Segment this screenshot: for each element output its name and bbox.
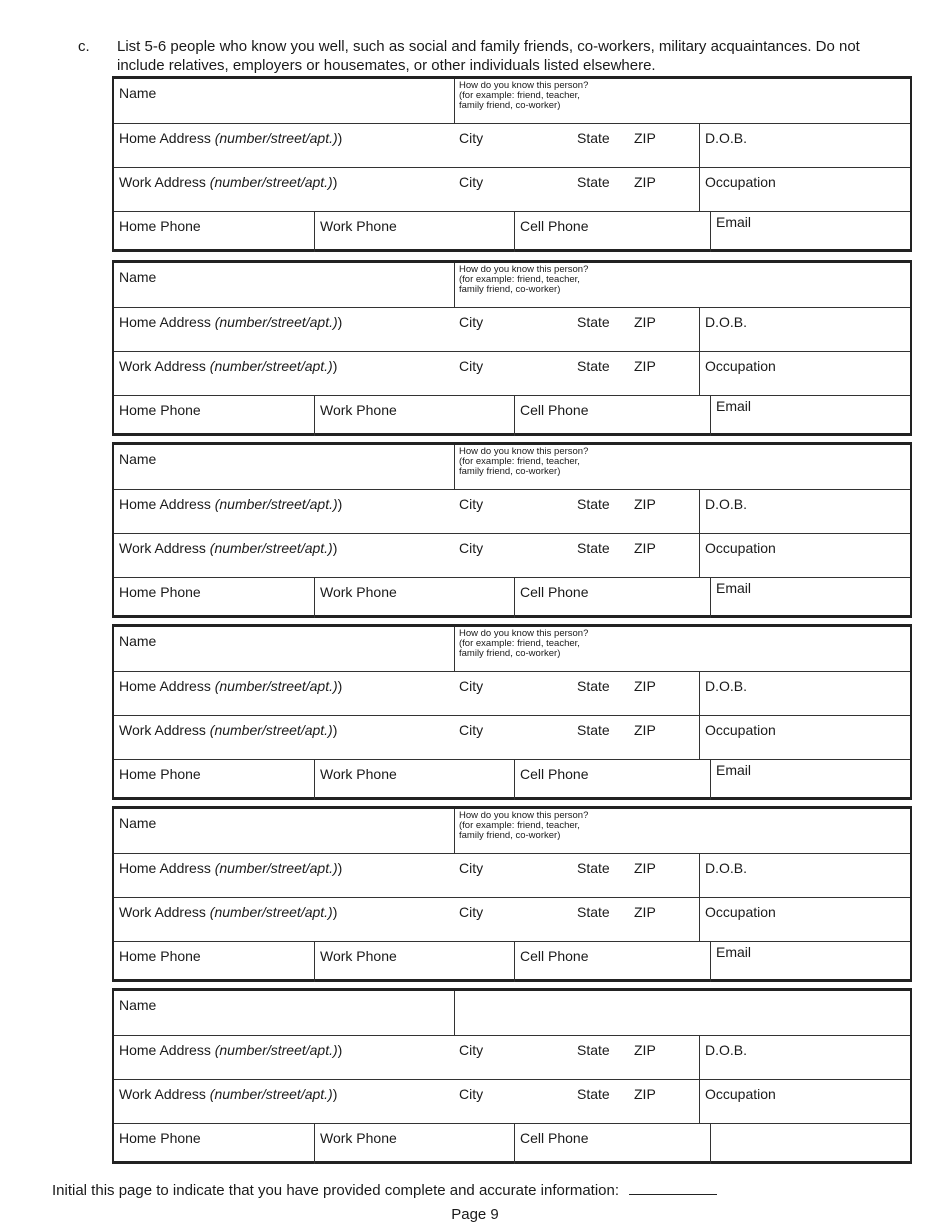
home-address-row [114, 123, 910, 168]
relationship-field[interactable] [454, 991, 910, 1035]
work-address-label-text: Work Address [119, 358, 206, 374]
relationship-label-line: How do you know this person? [459, 628, 589, 639]
city-label: City [459, 174, 484, 190]
phone-row [114, 1123, 910, 1164]
occupation-field[interactable] [699, 352, 910, 396]
relationship-field[interactable] [454, 263, 910, 307]
work-phone-label: Work Phone [320, 766, 397, 782]
dob-field[interactable] [699, 490, 910, 534]
email-label: Email [716, 944, 752, 960]
cell-phone-label: Cell Phone [520, 948, 589, 964]
address-hint: (number/street/apt.) [209, 358, 333, 374]
city-label: City [459, 358, 484, 374]
dob-label: D.O.B. [705, 678, 748, 694]
home-address-field[interactable] [114, 124, 699, 168]
instruction-line-2: include relatives, employers or housemates, or other individuals listed elsewhere. [117, 57, 656, 74]
dob-field[interactable] [699, 854, 910, 898]
address-hint: (number/street/apt.) [214, 1042, 338, 1058]
work-phone-field[interactable] [314, 212, 515, 252]
address-hint: (number/street/apt.) [209, 174, 333, 190]
email-field[interactable] [710, 212, 910, 252]
work-phone-label: Work Phone [320, 218, 397, 234]
reference-block [112, 442, 912, 618]
cell-phone-label: Cell Phone [520, 584, 589, 600]
home-address-field[interactable] [114, 490, 699, 534]
cell-phone-field[interactable] [514, 212, 711, 252]
relationship-label-line: family friend, co-worker) [459, 830, 561, 841]
work-address-label: Work Address (number/street/apt.)) [119, 358, 338, 374]
home-address-label-text: Home Address [119, 1042, 211, 1058]
home-phone-label: Home Phone [119, 1130, 201, 1146]
work-address-label-text: Work Address [119, 904, 206, 920]
city-label: City [459, 860, 484, 876]
occupation-field[interactable] [699, 168, 910, 212]
work-address-label: Work Address (number/street/apt.)) [119, 174, 338, 190]
occupation-label: Occupation [705, 540, 776, 556]
phone-row [114, 211, 910, 252]
name-field[interactable] [114, 445, 454, 489]
work-address-label-text: Work Address [119, 174, 206, 190]
city-label: City [459, 722, 484, 738]
zip-label: ZIP [634, 540, 656, 556]
name-row [114, 445, 910, 489]
work-address-label: Work Address (number/street/apt.)) [119, 1086, 338, 1102]
reference-block [112, 260, 912, 436]
work-address-row [114, 167, 910, 212]
occupation-label: Occupation [705, 904, 776, 920]
email-label: Email [716, 398, 752, 414]
city-label: City [459, 130, 484, 146]
home-address-field[interactable] [114, 1036, 699, 1080]
occupation-label: Occupation [705, 722, 776, 738]
home-address-row [114, 307, 910, 352]
relationship-label-line: How do you know this person? [459, 810, 589, 821]
address-hint: (number/street/apt.) [209, 904, 333, 920]
state-label: State [577, 174, 610, 190]
dob-field[interactable] [699, 124, 910, 168]
home-phone-label: Home Phone [119, 402, 201, 418]
address-hint: (number/street/apt.) [209, 722, 333, 738]
city-label: City [459, 314, 484, 330]
instruction-letter: c. [78, 38, 90, 55]
dob-label: D.O.B. [705, 130, 748, 146]
home-address-field[interactable] [114, 672, 699, 716]
work-address-row [114, 897, 910, 942]
state-label: State [577, 860, 610, 876]
state-label: State [577, 314, 610, 330]
work-address-label: Work Address (number/street/apt.)) [119, 904, 338, 920]
home-address-label: Home Address (number/street/apt.)) [119, 1042, 343, 1058]
phone-row [114, 577, 910, 618]
zip-label: ZIP [634, 130, 656, 146]
email-label: Email [716, 214, 752, 230]
page-number: Page 9 [451, 1206, 499, 1223]
state-label: State [577, 1086, 610, 1102]
occupation-field[interactable] [699, 534, 910, 578]
home-address-field[interactable] [114, 308, 699, 352]
work-address-label-text: Work Address [119, 540, 206, 556]
cell-phone-label: Cell Phone [520, 1130, 589, 1146]
home-address-row [114, 671, 910, 716]
relationship-label-line: (for example: friend, teacher, [459, 274, 580, 285]
name-field[interactable] [114, 263, 454, 307]
name-label: Name [119, 451, 157, 467]
work-address-row [114, 351, 910, 396]
dob-label: D.O.B. [705, 496, 748, 512]
work-phone-field[interactable] [314, 760, 515, 800]
work-address-field[interactable] [114, 1080, 699, 1124]
name-field[interactable] [114, 809, 454, 853]
home-address-row [114, 1035, 910, 1080]
dob-field[interactable] [699, 672, 910, 716]
relationship-label [459, 81, 659, 111]
work-phone-label: Work Phone [320, 402, 397, 418]
home-address-label-text: Home Address [119, 314, 211, 330]
cell-phone-field[interactable] [514, 760, 711, 800]
occupation-label: Occupation [705, 358, 776, 374]
instructions [78, 37, 908, 75]
home-phone-field[interactable] [114, 942, 314, 982]
dob-field[interactable] [699, 1036, 910, 1080]
state-label: State [577, 678, 610, 694]
work-address-label-text: Work Address [119, 722, 206, 738]
phone-row [114, 395, 910, 436]
name-label: Name [119, 85, 157, 101]
occupation-field[interactable] [699, 898, 910, 942]
zip-label: ZIP [634, 904, 656, 920]
city-label: City [459, 1042, 484, 1058]
work-address-label: Work Address (number/street/apt.)) [119, 722, 338, 738]
email-field[interactable] [710, 578, 910, 618]
work-address-row [114, 1079, 910, 1124]
home-address-label: Home Address (number/street/apt.)) [119, 496, 343, 512]
dob-field[interactable] [699, 308, 910, 352]
email-label: Email [716, 580, 752, 596]
reference-block [112, 988, 912, 1164]
relationship-label [459, 265, 659, 295]
city-label: City [459, 496, 484, 512]
dob-label: D.O.B. [705, 314, 748, 330]
state-label: State [577, 540, 610, 556]
home-phone-field[interactable] [114, 396, 314, 436]
home-address-row [114, 853, 910, 898]
state-label: State [577, 496, 610, 512]
home-address-label-text: Home Address [119, 678, 211, 694]
home-address-label-text: Home Address [119, 860, 211, 876]
work-address-field[interactable] [114, 352, 699, 396]
home-phone-field[interactable] [114, 578, 314, 618]
work-phone-field[interactable] [314, 578, 515, 618]
address-hint: (number/street/apt.) [209, 540, 333, 556]
state-label: State [577, 358, 610, 374]
initial-text: Initial this page to indicate that you have provided complete and accurate information: [52, 1182, 620, 1199]
relationship-label-line: family friend, co-worker) [459, 284, 561, 295]
occupation-field[interactable] [699, 716, 910, 760]
state-label: State [577, 1042, 610, 1058]
name-row [114, 809, 910, 853]
zip-label: ZIP [634, 1042, 656, 1058]
home-address-label-text: Home Address [119, 496, 211, 512]
zip-label: ZIP [634, 722, 656, 738]
reference-block [112, 624, 912, 800]
address-hint: (number/street/apt.) [209, 1086, 333, 1102]
zip-label: ZIP [634, 358, 656, 374]
city-label: City [459, 1086, 484, 1102]
address-hint: (number/street/apt.) [214, 678, 338, 694]
name-row [114, 627, 910, 671]
phone-row [114, 941, 910, 982]
zip-label: ZIP [634, 860, 656, 876]
phone-row [114, 759, 910, 800]
relationship-label-line: family friend, co-worker) [459, 648, 561, 659]
name-label: Name [119, 269, 157, 285]
work-address-field[interactable] [114, 168, 699, 212]
home-phone-label: Home Phone [119, 948, 201, 964]
zip-label: ZIP [634, 1086, 656, 1102]
work-address-row [114, 715, 910, 760]
occupation-label: Occupation [705, 174, 776, 190]
work-address-label: Work Address (number/street/apt.)) [119, 540, 338, 556]
zip-label: ZIP [634, 496, 656, 512]
name-field[interactable] [114, 627, 454, 671]
address-hint: (number/street/apt.) [214, 496, 338, 512]
work-phone-label: Work Phone [320, 948, 397, 964]
home-phone-field[interactable] [114, 760, 314, 800]
work-address-field[interactable] [114, 534, 699, 578]
name-field[interactable] [114, 991, 454, 1035]
cell-phone-field[interactable] [514, 578, 711, 618]
city-label: City [459, 678, 484, 694]
cell-phone-label: Cell Phone [520, 218, 589, 234]
work-phone-field[interactable] [314, 396, 515, 436]
initial-field[interactable] [629, 1180, 717, 1195]
relationship-label-line: How do you know this person? [459, 80, 589, 91]
occupation-field[interactable] [699, 1080, 910, 1124]
work-address-field[interactable] [114, 898, 699, 942]
relationship-label [459, 629, 659, 659]
relationship-label-line: (for example: friend, teacher, [459, 820, 580, 831]
work-phone-field[interactable] [314, 1124, 515, 1164]
name-row [114, 79, 910, 123]
dob-label: D.O.B. [705, 860, 748, 876]
cell-phone-label: Cell Phone [520, 766, 589, 782]
cell-phone-label: Cell Phone [520, 402, 589, 418]
relationship-field[interactable] [454, 627, 910, 671]
work-phone-field[interactable] [314, 942, 515, 982]
state-label: State [577, 904, 610, 920]
name-row [114, 263, 910, 307]
zip-label: ZIP [634, 678, 656, 694]
occupation-label: Occupation [705, 1086, 776, 1102]
address-hint: (number/street/apt.) [214, 130, 338, 146]
email-field[interactable] [710, 760, 910, 800]
home-address-label: Home Address (number/street/apt.)) [119, 678, 343, 694]
work-phone-label: Work Phone [320, 1130, 397, 1146]
reference-block [112, 76, 912, 252]
home-phone-label: Home Phone [119, 218, 201, 234]
name-label: Name [119, 633, 157, 649]
cell-phone-field[interactable] [514, 396, 711, 436]
relationship-field[interactable] [454, 445, 910, 489]
work-phone-label: Work Phone [320, 584, 397, 600]
city-label: City [459, 540, 484, 556]
relationship-label-line: (for example: friend, teacher, [459, 456, 580, 467]
state-label: State [577, 130, 610, 146]
home-address-label: Home Address (number/street/apt.)) [119, 130, 343, 146]
email-field[interactable] [710, 942, 910, 982]
email-field[interactable] [710, 396, 910, 436]
home-phone-field[interactable] [114, 212, 314, 252]
work-address-field[interactable] [114, 716, 699, 760]
home-address-label-text: Home Address [119, 130, 211, 146]
relationship-label [459, 447, 659, 477]
name-label: Name [119, 815, 157, 831]
name-label: Name [119, 997, 157, 1013]
work-address-row [114, 533, 910, 578]
home-address-label: Home Address (number/street/apt.)) [119, 860, 343, 876]
relationship-field[interactable] [454, 809, 910, 853]
relationship-label [459, 811, 659, 841]
relationship-field[interactable] [454, 79, 910, 123]
home-address-label: Home Address (number/street/apt.)) [119, 314, 343, 330]
city-label: City [459, 904, 484, 920]
instruction-line-1: List 5-6 people who know you well, such as social and family friends, co-workers, military acquaintances. Do not [117, 38, 860, 55]
reference-block [112, 806, 912, 982]
zip-label: ZIP [634, 314, 656, 330]
relationship-label-line: family friend, co-worker) [459, 466, 561, 477]
name-field[interactable] [114, 79, 454, 123]
address-hint: (number/street/apt.) [214, 860, 338, 876]
zip-label: ZIP [634, 174, 656, 190]
dob-label: D.O.B. [705, 1042, 748, 1058]
relationship-label-line: (for example: friend, teacher, [459, 90, 580, 101]
state-label: State [577, 722, 610, 738]
relationship-label-line: How do you know this person? [459, 446, 589, 457]
address-hint: (number/street/apt.) [214, 314, 338, 330]
email-label: Email [716, 762, 752, 778]
name-row [114, 991, 910, 1035]
relationship-label-line: How do you know this person? [459, 264, 589, 275]
email-field[interactable] [710, 1124, 910, 1164]
home-address-field[interactable] [114, 854, 699, 898]
home-phone-label: Home Phone [119, 584, 201, 600]
work-address-label-text: Work Address [119, 1086, 206, 1102]
relationship-label-line: family friend, co-worker) [459, 100, 561, 111]
cell-phone-field[interactable] [514, 942, 711, 982]
home-phone-field[interactable] [114, 1124, 314, 1164]
home-address-row [114, 489, 910, 534]
cell-phone-field[interactable] [514, 1124, 711, 1164]
initial-line [52, 1180, 717, 1199]
relationship-label-line: (for example: friend, teacher, [459, 638, 580, 649]
home-phone-label: Home Phone [119, 766, 201, 782]
